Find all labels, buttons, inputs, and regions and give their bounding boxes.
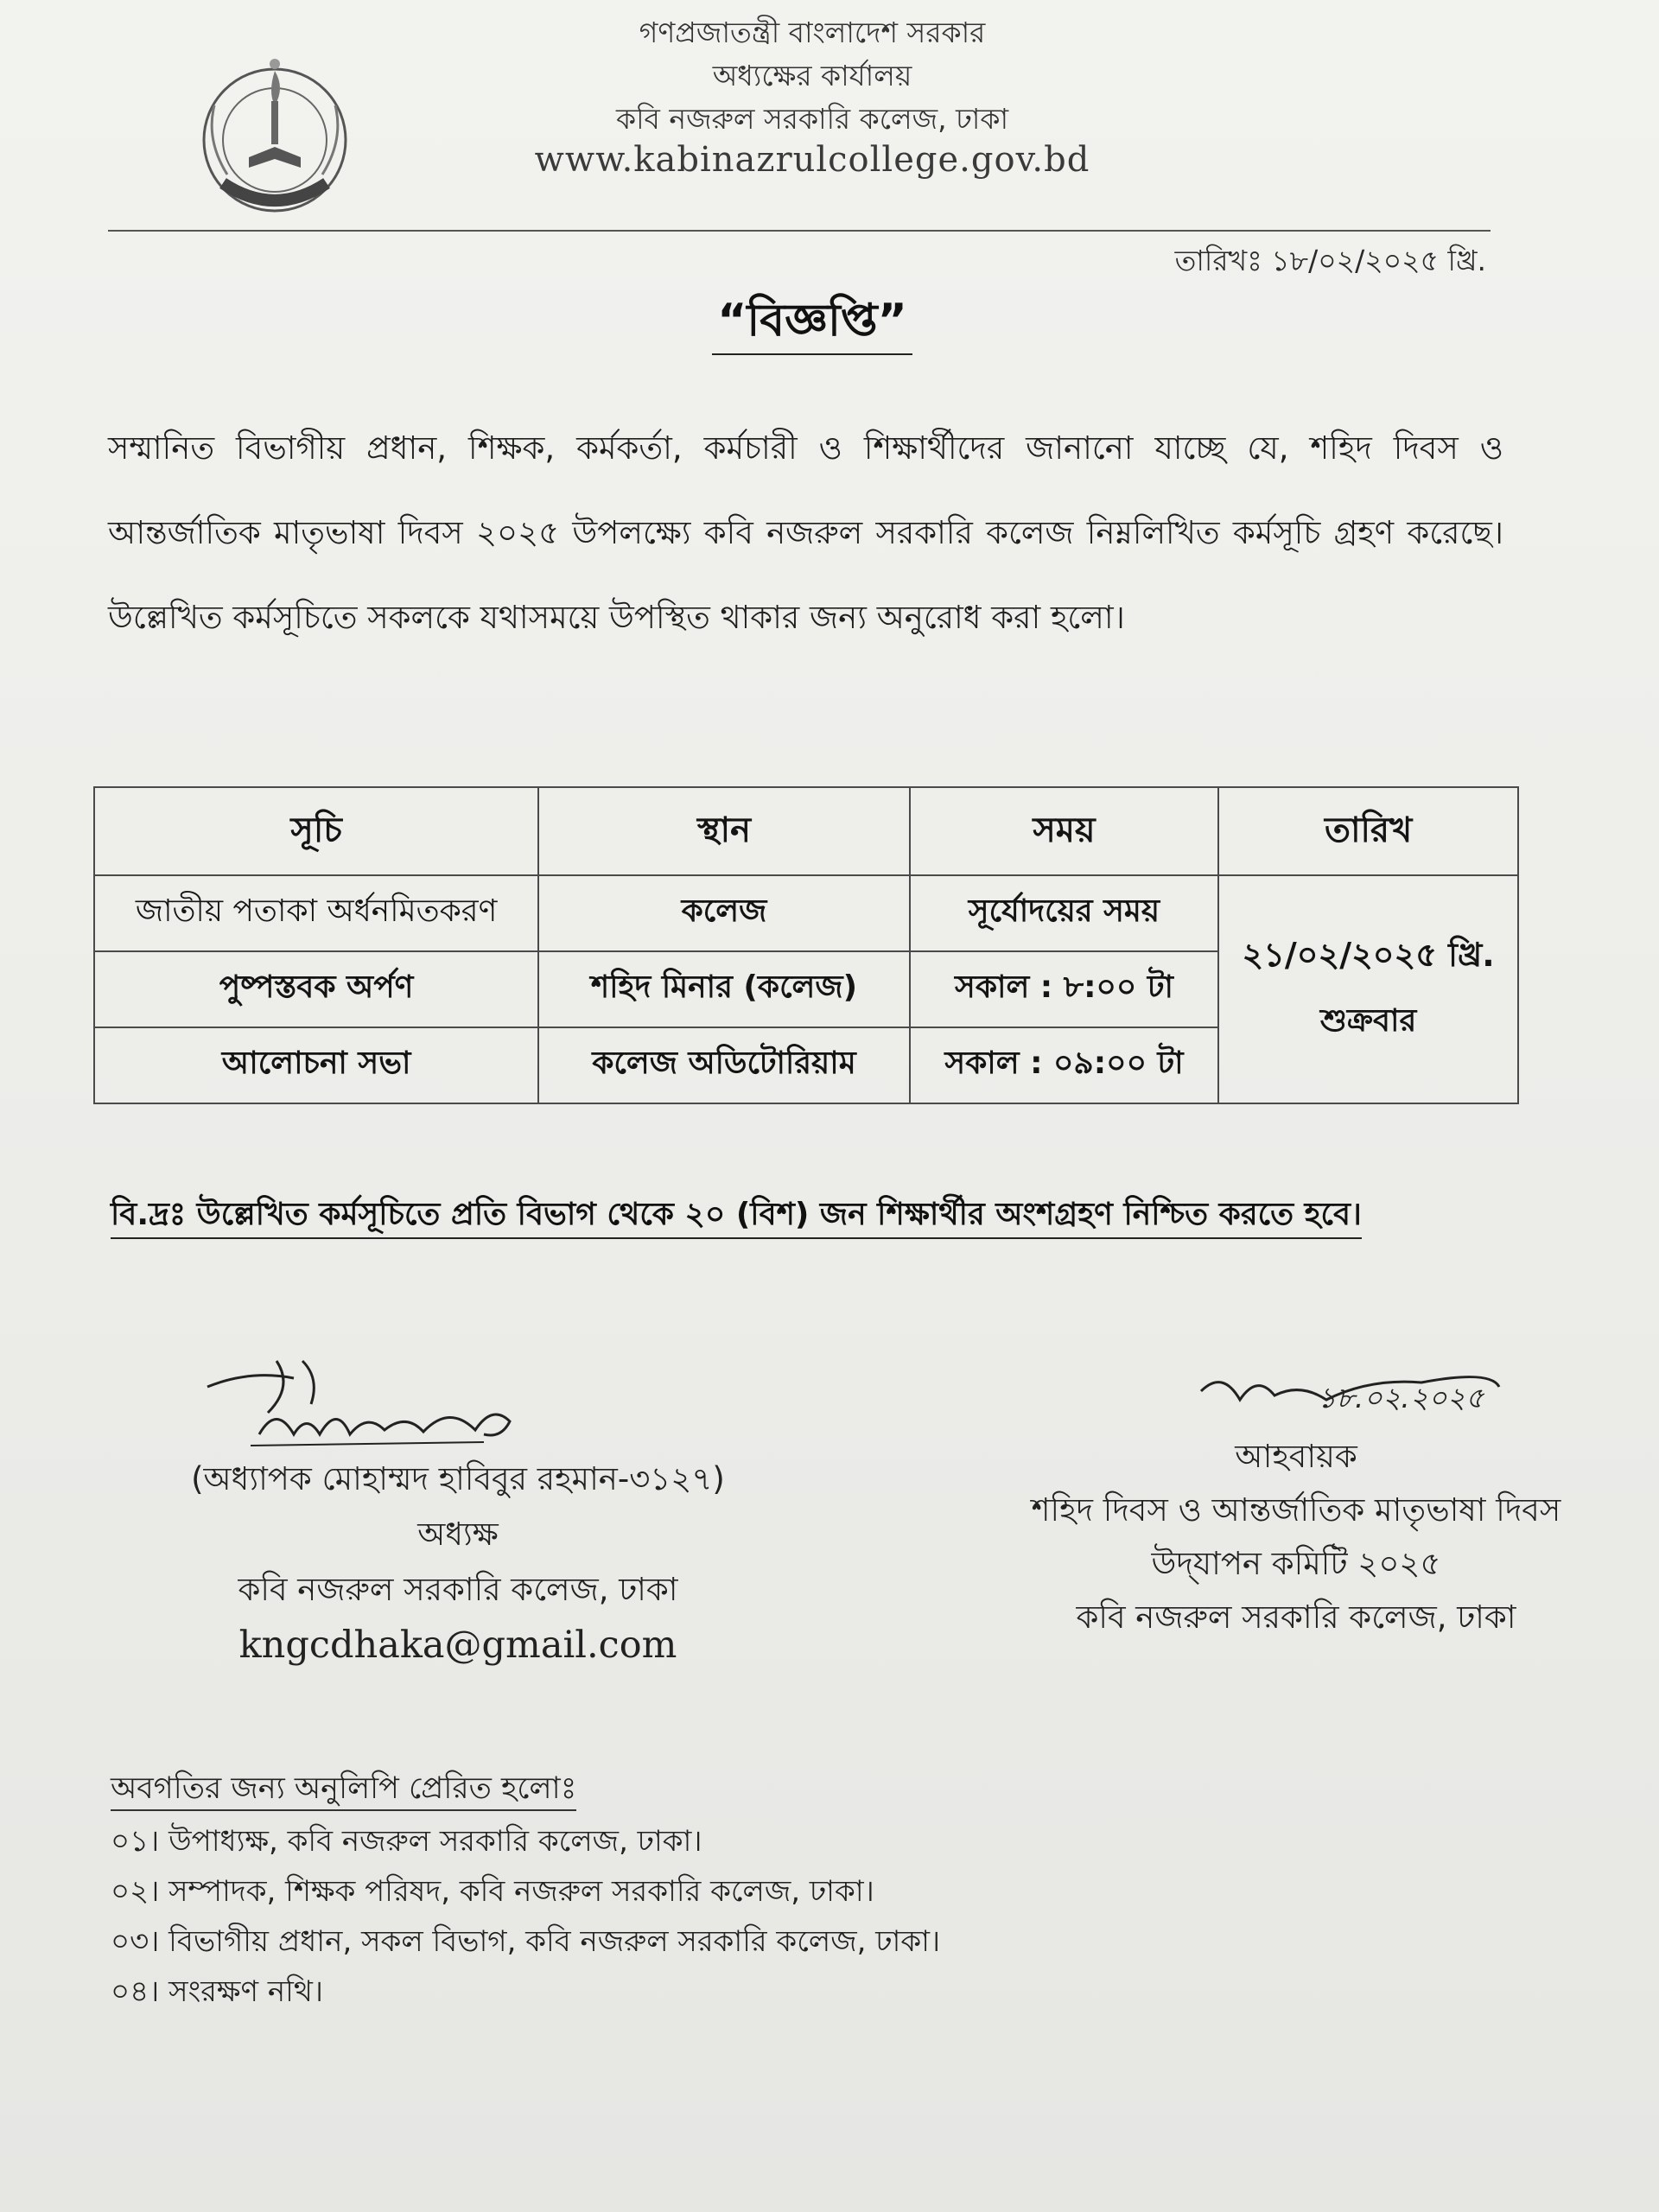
- column-header-date: তারিখ: [1218, 787, 1518, 875]
- principal-name: (অধ্যাপক মোহাম্মদ হাবিবুর রহমান-৩১২৭): [191, 1460, 725, 1497]
- cell-date: [1218, 875, 1518, 1103]
- cell-time: সকাল : ৮:০০ টা: [910, 951, 1219, 1027]
- table-header-row: [94, 787, 1518, 875]
- column-header-time: সময়: [910, 787, 1219, 875]
- header-website[interactable]: www.kabinazrulcollege.gov.bd: [534, 140, 1090, 180]
- cell-place: শহিদ মিনার (কলেজ): [538, 951, 909, 1027]
- convener-signature-date: ১৮.০২.২০২৫: [1318, 1381, 1484, 1414]
- convener-committee-line1: শহিদ দিবস ও আন্তর্জাতিক মাতৃভাষা দিবস: [1031, 1491, 1561, 1529]
- principal-institution: কবি নজরুল সরকারি কলেজ, ঢাকা: [238, 1571, 678, 1608]
- cell-time: সূর্যোদয়ের সময়: [910, 875, 1219, 951]
- list-item: ০২। সম্পাদক, শিক্ষক পরিষদ, কবি নজরুল সরকারি কলেজ, ঢাকা।: [111, 1874, 874, 1909]
- cell-place: কলেজ অডিটোরিয়াম: [538, 1027, 909, 1103]
- header-divider: [108, 230, 1491, 232]
- cell-item: জাতীয় পতাকা অর্ধনমিতকরণ: [94, 875, 538, 951]
- table-row: [94, 875, 1518, 951]
- principal-signature-block: [156, 1452, 760, 1673]
- cell-place: কলেজ: [538, 875, 909, 951]
- header-office: অধ্যক্ষের কার্যালয়: [712, 59, 912, 92]
- header-government: গণপ্রজাতন্ত্রী বাংলাদেশ সরকার: [639, 16, 986, 49]
- principal-designation: অধ্যক্ষ: [417, 1516, 499, 1553]
- list-item: ০৪। সংরক্ষণ নথি।: [111, 1974, 324, 2009]
- event-day: শুক্রবার: [1319, 1003, 1417, 1039]
- notice-note: বি.দ্রঃ উল্লেখিত কর্মসূচিতে প্রতি বিভাগ থেকে ২০ (বিশ) জন শিক্ষার্থীর অংশগ্রহণ নিশ্চিত করতে হবে।: [111, 1191, 1459, 1243]
- column-header-item: সূচি: [94, 787, 538, 875]
- cell-item: পুষ্পস্তবক অর্পণ: [94, 951, 538, 1027]
- notice-body: সম্মানিত বিভাগীয় প্রধান, শিক্ষক, কর্মকর্তা, কর্মচারী ও শিক্ষার্থীদের জানানো যাচ্ছে যে, শহিদ দিবস ও আন্তর্জাতিক মাতৃভাষা দিবস ২০২৫ উপলক্ষ্যে কবি নজরুল সরকারি কলেজ নিম্নলিখিত কর্মসূচি গ্রহণ করেছে। উল্লেখিত কর্মসূচিতে সকলকে যথাসময়ে উপস্থিত থাকার জন্য অনুরোধ করা হলো।: [108, 429, 1503, 636]
- convener-signature-block: [1002, 1430, 1590, 1644]
- convener-institution: কবি নজরুল সরকারি কলেজ, ঢাকা: [1076, 1599, 1516, 1636]
- cell-time: সকাল : ০৯:০০ টা: [910, 1027, 1219, 1103]
- convener-committee-line2: উদ্‌যাপন কমিটি ২০২৫: [1151, 1545, 1441, 1582]
- copies-heading: অবগতির জন্য অনুলিপি প্রেরিত হলোঃ: [111, 1764, 576, 1815]
- principal-signature: [199, 1352, 544, 1456]
- convener-role: আহবায়ক: [1235, 1438, 1357, 1475]
- header-college: কবি নজরুল সরকারি কলেজ, ঢাকা: [615, 102, 1009, 136]
- schedule-table: [93, 786, 1519, 1104]
- event-date: ২১/০২/২০২৫ খ্রি.: [1242, 936, 1495, 974]
- list-item: ০৩। বিভাগীয় প্রধান, সকল বিভাগ, কবি নজরুল সরকারি কলেজ, ঢাকা।: [111, 1924, 941, 1959]
- notice-date: তারিখঃ ১৮/০২/২০২৫ খ্রি.: [1174, 244, 1486, 277]
- principal-email[interactable]: kngcdhaka@gmail.com: [238, 1624, 677, 1667]
- copies-list: [111, 1816, 940, 2017]
- notice-title: “বিজ্ঞপ্তি”: [0, 285, 1624, 360]
- column-header-place: স্থান: [538, 787, 909, 875]
- list-item: ০১। উপাধ্যক্ষ, কবি নজরুল সরকারি কলেজ, ঢাকা।: [111, 1824, 702, 1859]
- cell-item: আলোচনা সভা: [94, 1027, 538, 1103]
